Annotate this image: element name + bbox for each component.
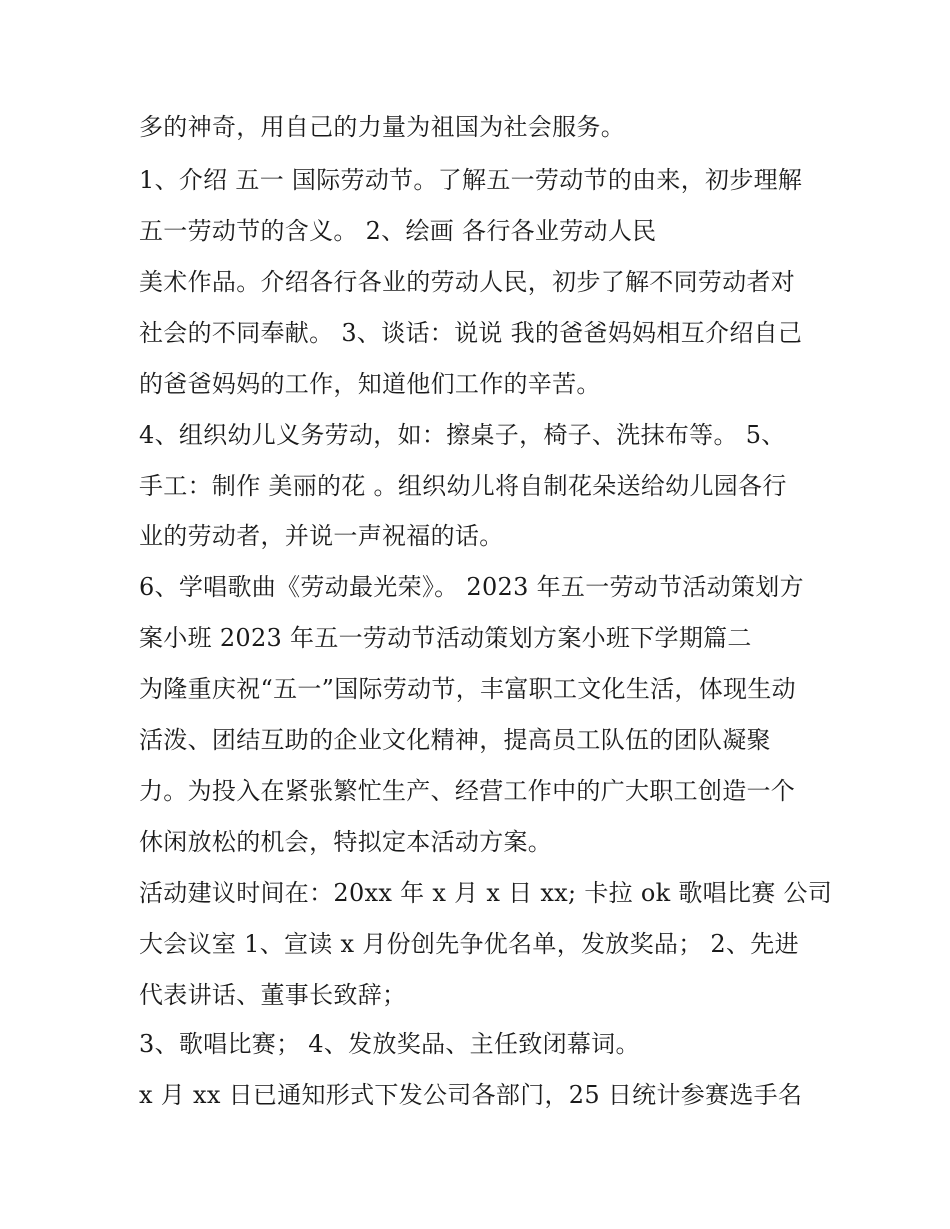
text-line: 活动建议时间在：20xx 年 x 月 x 日 xx; 卡拉 ok 歌唱比赛 公司 (139, 879, 833, 907)
text-line: 案小班 2023 年五一劳动节活动策划方案小班下学期篇二 (139, 624, 752, 652)
text-line: 大会议室 1、宣读 x 月份创先争优名单，发放奖品； 2、先进 (139, 930, 799, 958)
text-line: 为隆重庆祝“五一”国际劳动节，丰富职工文化生活，体现生动 (139, 675, 796, 703)
text-line: 多的神奇，用自己的力量为祖国为社会服务。 (139, 113, 625, 141)
text-line: 的爸爸妈妈的工作，知道他们工作的辛苦。 (139, 370, 601, 398)
text-line: 美术作品。介绍各行各业的劳动人民，初步了解不同劳动者对 (139, 268, 796, 296)
text-line: 4、组织幼儿义务劳动，如：擦桌子，椅子、洗抹布等。 5、 (139, 421, 786, 449)
text-line: 手工：制作 美丽的花 。组织幼儿将自制花朵送给幼儿园各行 (139, 472, 787, 500)
text-line: 业的劳动者，并说一声祝福的话。 (139, 522, 504, 550)
text-line: 代表讲话、董事长致辞； (139, 981, 407, 1009)
text-line: 力。为投入在紧张繁忙生产、经营工作中的广大职工创造一个 (139, 777, 796, 805)
text-line: 3、歌唱比赛； 4、发放奖品、主任致闭幕词。 (139, 1030, 640, 1058)
text-line: x 月 xx 日已通知形式下发公司各部门，25 日统计参赛选手名 (139, 1081, 803, 1109)
text-line: 6、学唱歌曲《劳动最光荣》。 2023 年五一劳动节活动策划方 (139, 573, 804, 601)
text-line: 休闲放松的机会，特拟定本活动方案。 (139, 828, 553, 856)
text-line: 社会的不同奉献。 3、谈话：说说 我的爸爸妈妈相互介绍自己 (139, 319, 803, 347)
text-line: 五一劳动节的含义。 2、绘画 各行各业劳动人民 (139, 217, 657, 245)
text-line: 活泼、团结互助的企业文化精神，提高员工队伍的团队凝聚 (139, 726, 771, 754)
text-line: 1、介绍 五一 国际劳动节。了解五一劳动节的由来，初步理解 (139, 166, 803, 194)
